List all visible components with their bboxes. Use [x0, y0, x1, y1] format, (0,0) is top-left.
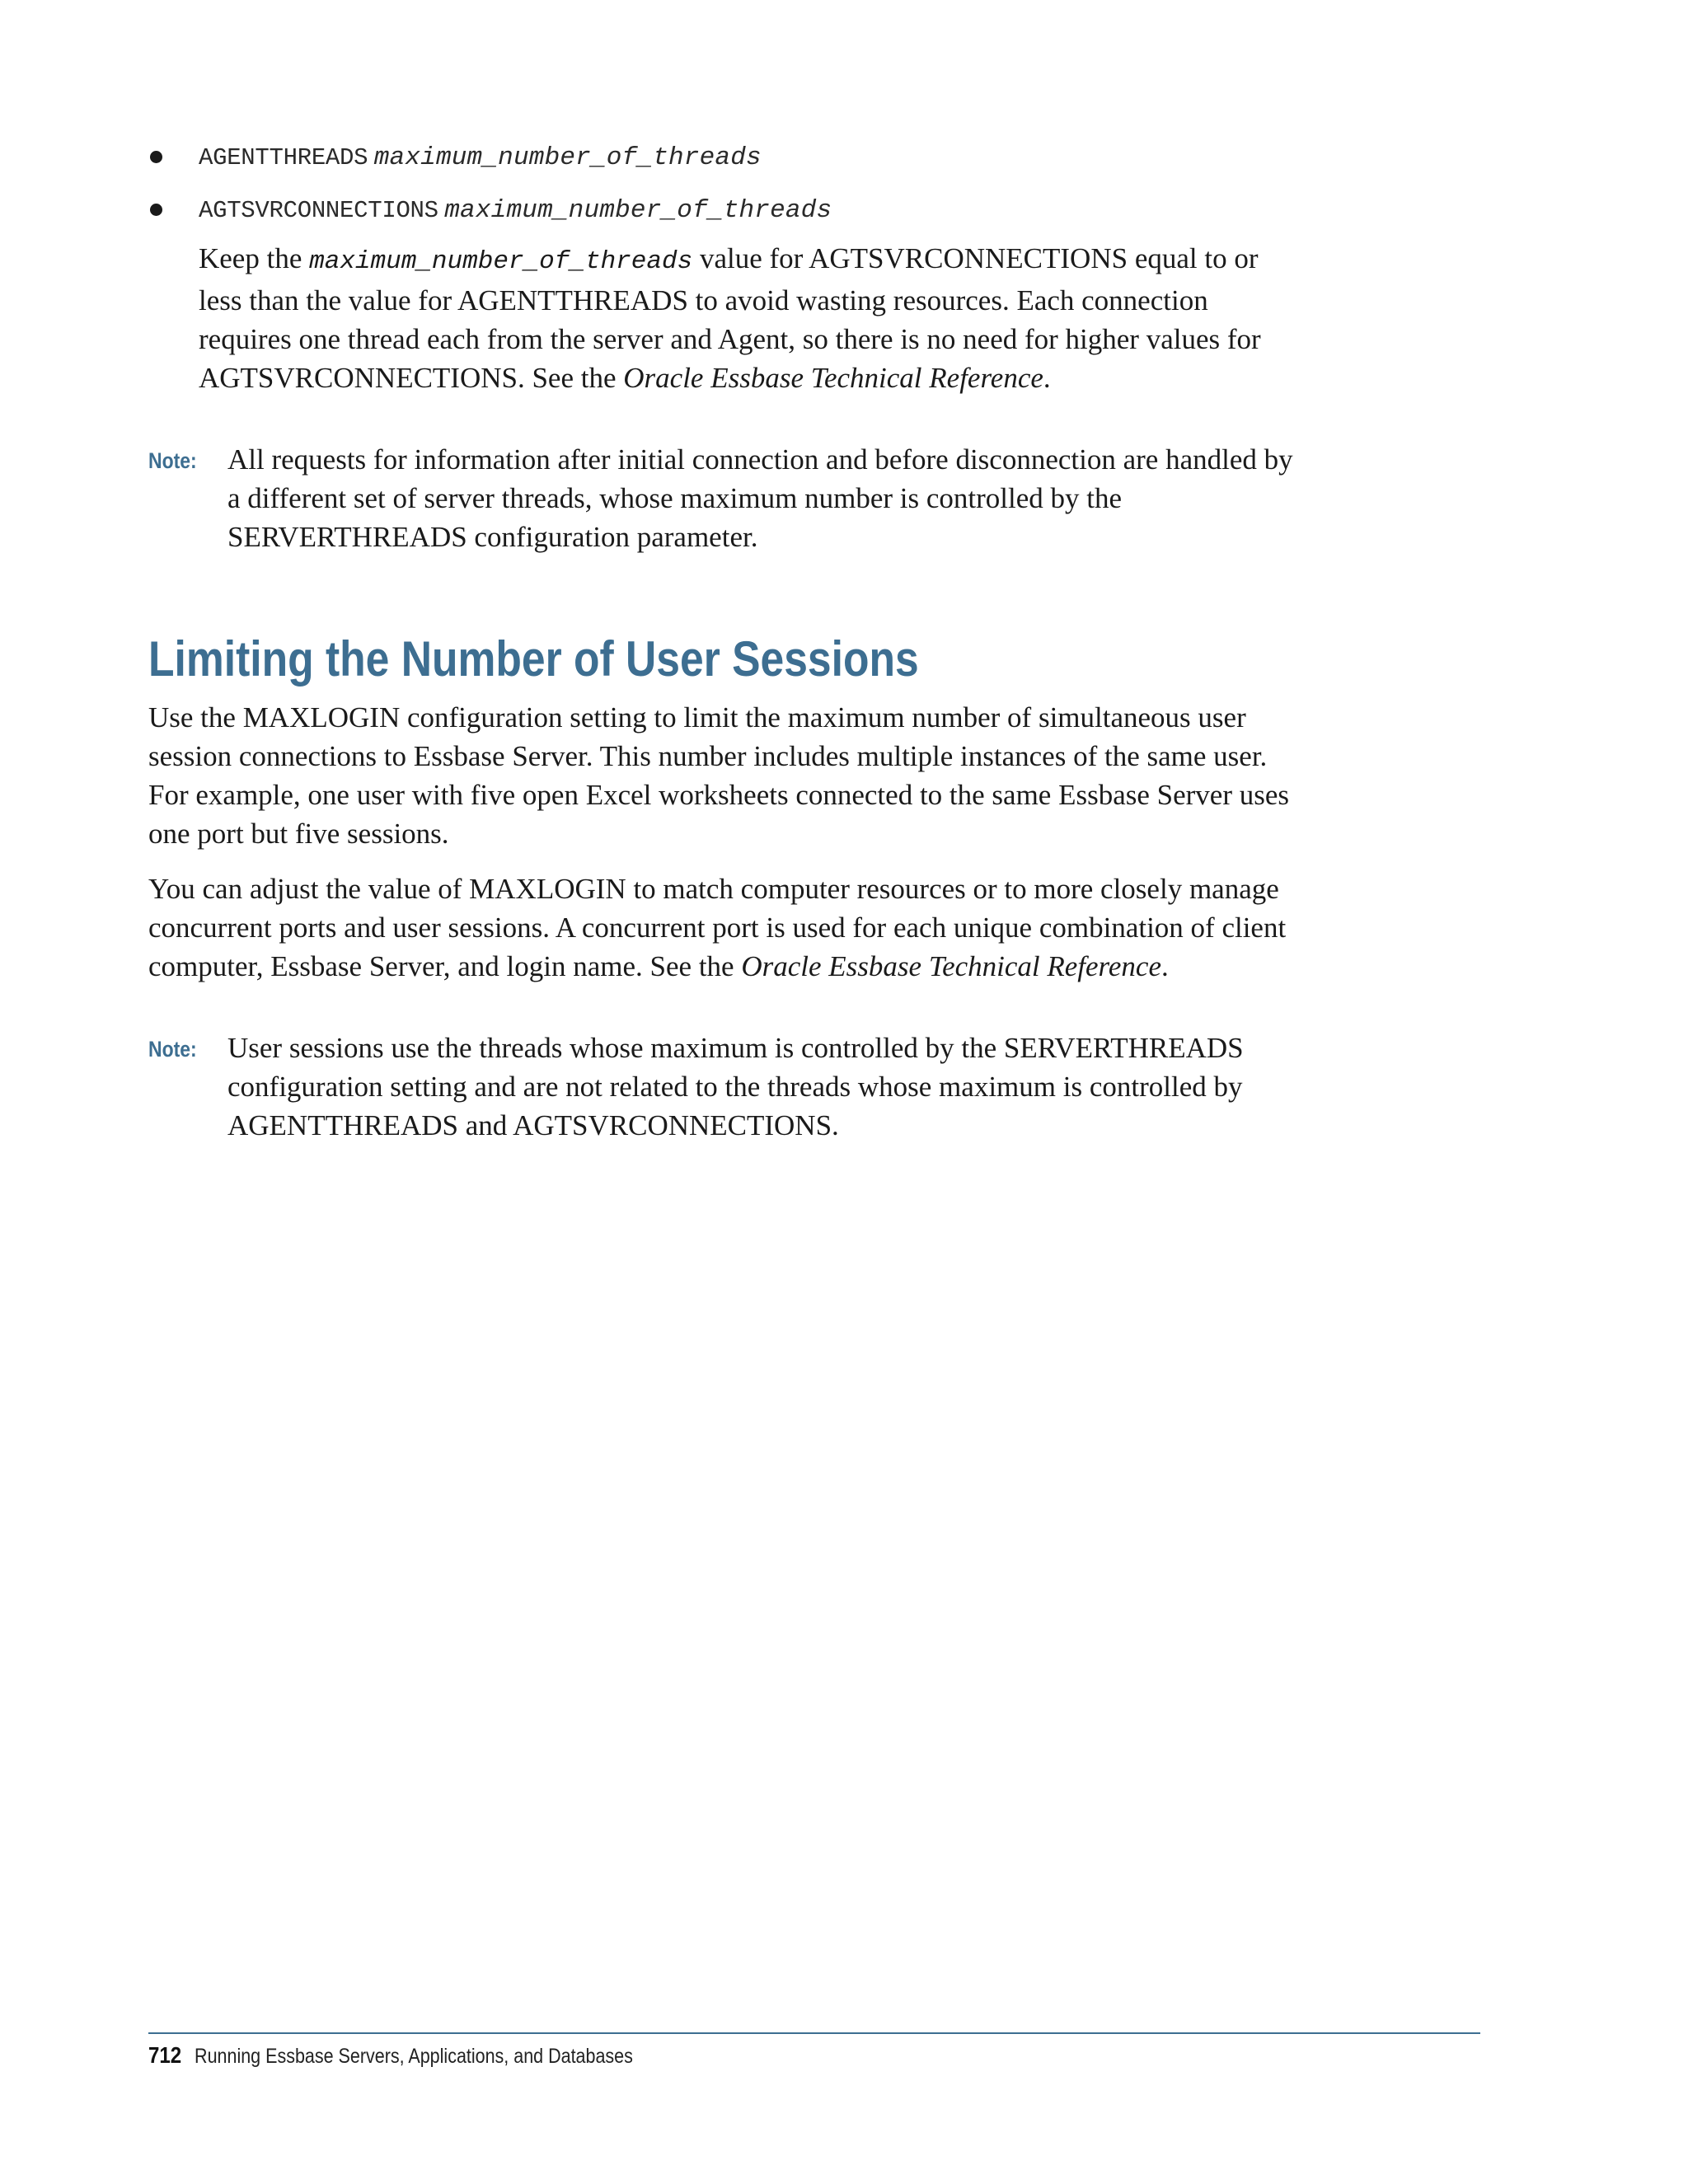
note-label: Note: [148, 1037, 197, 1062]
adjust-maxlogin-paragraph [148, 869, 1302, 986]
inline-code: maximum_number_of_threads [309, 247, 693, 276]
parameter-name: AGENTTHREADS [199, 144, 368, 171]
note-user-sessions [148, 1029, 1299, 1145]
page-content [148, 140, 1302, 1145]
note-label: Note: [148, 448, 197, 473]
page-number: 712 [148, 2042, 182, 2068]
paragraph-text: You can adjust the value of MAXLOGIN to match computer resources or to more closely manage concurrent ports and user sessions. A concurrent port is used for each unique combination of client computer, Essbase Server, and login name. See the [148, 873, 1287, 982]
footer-divider [148, 2032, 1480, 2034]
note-server-threads [148, 440, 1299, 556]
page-footer [148, 2042, 633, 2069]
reference-title: Oracle Essbase Technical Reference [623, 362, 1043, 394]
reference-title: Oracle Essbase Technical Reference [741, 950, 1161, 982]
paragraph-text: . [1043, 362, 1051, 394]
bullet-icon [150, 151, 162, 163]
note-text: All requests for information after initial connection and before disconnection are handled by a different set of server threads, whose maximum number is controlled by the SERVERTHREADS configuration parameter. [227, 443, 1293, 553]
bullet-item-agtsvrconnections [148, 193, 1302, 227]
maxlogin-paragraph: Use the MAXLOGIN configuration setting to limit the maximum number of simultaneous user session connections to Essbase Server. This number includes multiple instances of the same user. For example, one user with five open Excel worksheets connected to the same Essbase Server uses one port but five sessions. [148, 701, 1290, 850]
bullet-icon [150, 204, 162, 216]
parameter-name: AGTSVRCONNECTIONS [199, 197, 438, 224]
running-title: Running Essbase Servers, Applications, and Databases [195, 2045, 633, 2068]
parameter-argument: maximum_number_of_threads [373, 143, 762, 172]
parameter-argument: maximum_number_of_threads [444, 196, 832, 225]
paragraph-text: . [1160, 950, 1169, 982]
paragraph-text: value for AGTSVRCONNECTIONS equal to or less than the value for AGENTTHREADS to avoid wasting resources. Each connection requires one thread each from the server and Agent, so there is no need for higher values for AGTSVRCONNECTIONS. See the [199, 242, 1261, 394]
paragraph-text: Keep the [199, 242, 310, 274]
bullet-item-agentthreads [148, 140, 1302, 175]
section-heading: Limiting the Number of User Sessions [148, 631, 919, 687]
note-text: User sessions use the threads whose maximum is controlled by the SERVERTHREADS configuration setting and are not related to the threads whose maximum is controlled by AGENTTHREADS and AGTSVRCONNECTIONS. [227, 1032, 1244, 1141]
bullet-explanation-paragraph [199, 239, 1303, 397]
